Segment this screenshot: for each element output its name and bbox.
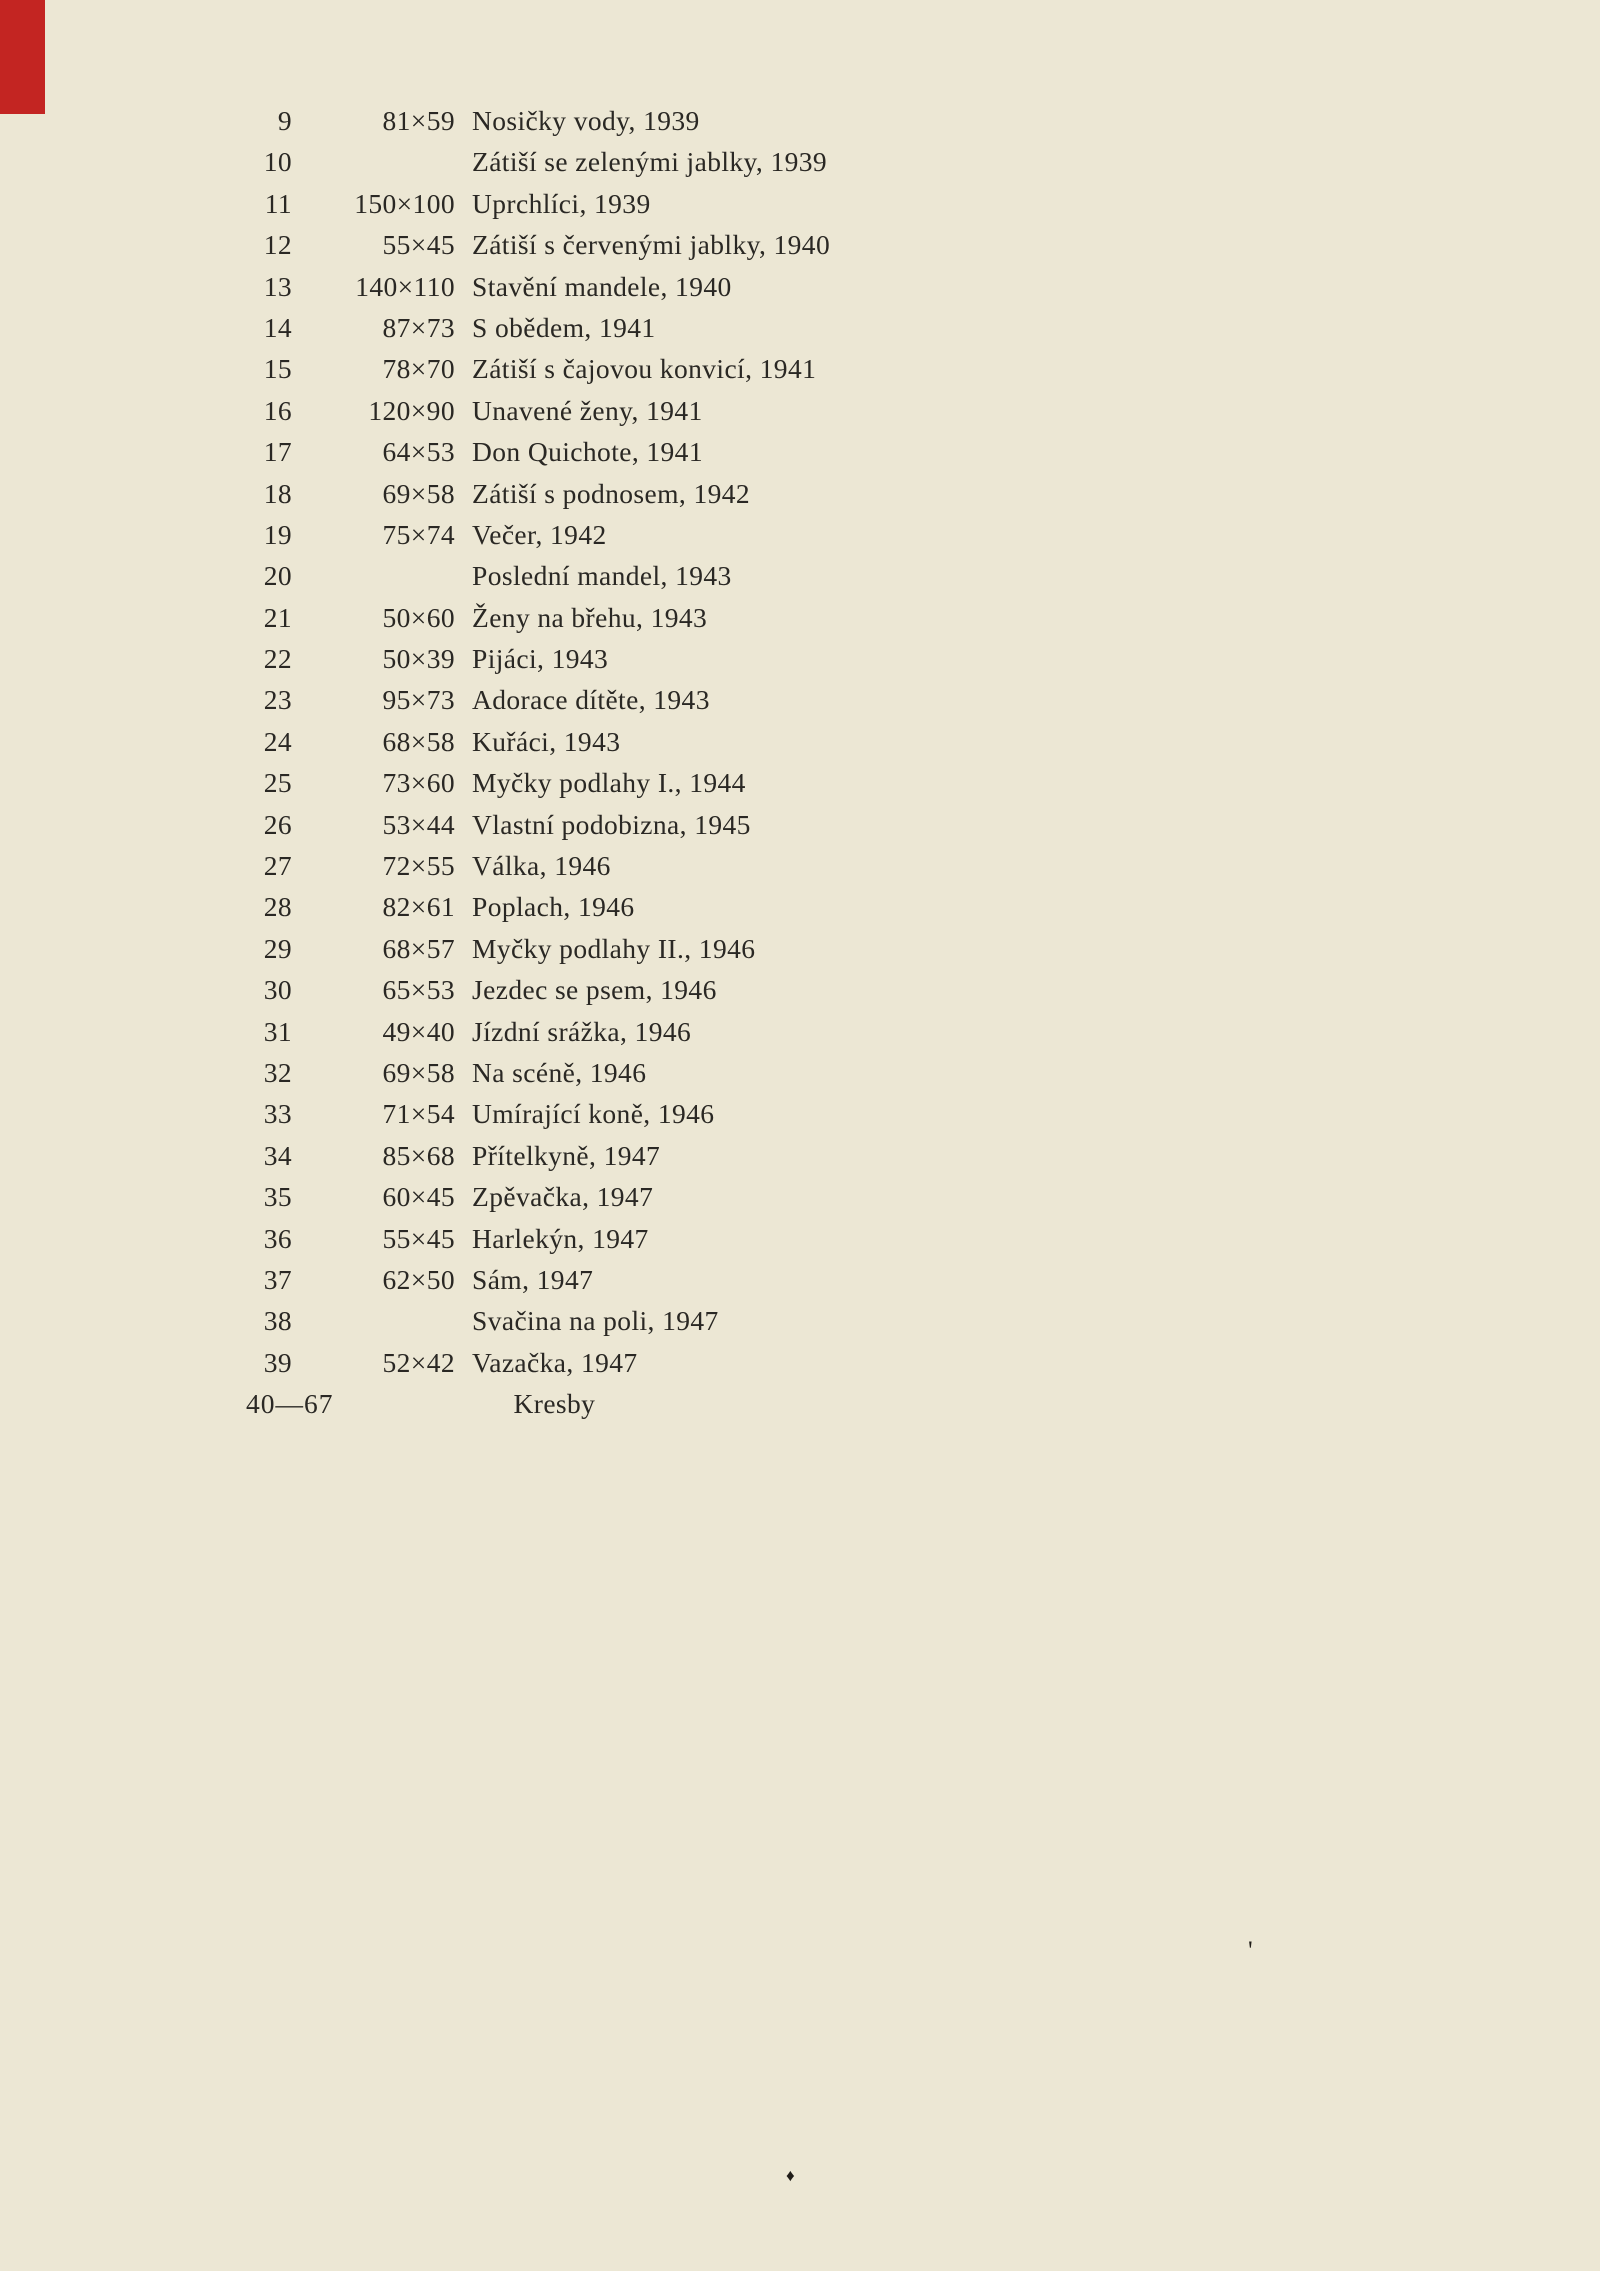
row-number: 19: [263, 518, 292, 550]
row-dimensions: 82×61: [382, 891, 455, 923]
row-number: 25: [263, 767, 292, 799]
row-number: 16: [263, 394, 292, 426]
table-row: [170, 1011, 830, 1052]
row-dimensions: 73×60: [382, 767, 455, 799]
table-row: [170, 348, 830, 389]
row-dimensions: 68×58: [382, 725, 455, 757]
row-dimensions: 55×45: [382, 229, 455, 261]
row-dimensions: [334, 1383, 497, 1424]
table-row: [170, 1052, 830, 1093]
row-title: Nosičky vody, 1939: [472, 105, 700, 136]
row-dimensions: 120×90: [368, 394, 455, 426]
row-title: Jízdní srážka, 1946: [472, 1015, 692, 1047]
row-dimensions: 69×58: [382, 1056, 455, 1088]
row-number: 18: [263, 477, 292, 509]
table-row: [170, 1176, 830, 1217]
row-dimensions: 140×110: [355, 270, 455, 302]
row-number: 23: [263, 684, 292, 716]
row-dimensions: [292, 555, 455, 596]
stray-apostrophe-mark: ': [1248, 1936, 1253, 1965]
table-row: [170, 224, 830, 265]
row-title: Zátiší s podnosem, 1942: [472, 477, 751, 509]
table-row: [170, 845, 830, 886]
table-row: [170, 100, 830, 141]
row-dimensions: 50×60: [382, 601, 455, 633]
row-title: Přítelkyně, 1947: [472, 1139, 661, 1171]
row-number: 27: [263, 850, 292, 882]
row-number: 14: [263, 311, 292, 343]
table-row: [170, 804, 830, 845]
row-title: Myčky podlahy I., 1944: [472, 767, 746, 799]
row-number: 32: [263, 1056, 292, 1088]
row-dimensions: 78×70: [382, 353, 455, 385]
row-number: 34: [263, 1139, 292, 1171]
row-dimensions: 72×55: [382, 850, 455, 882]
row-number: 30: [263, 974, 292, 1006]
row-title: Na scéně, 1946: [472, 1056, 647, 1088]
row-number: 12: [263, 229, 292, 261]
row-title: Jezdec se psem, 1946: [472, 974, 717, 1006]
row-number: 9: [277, 105, 292, 136]
table-row: [170, 928, 830, 969]
row-dimensions: 85×68: [382, 1139, 455, 1171]
table-row: [170, 969, 830, 1010]
row-dimensions: 75×74: [382, 518, 455, 550]
row-title: Unavené ženy, 1941: [472, 394, 703, 426]
row-title: Zátiší s čajovou konvicí, 1941: [472, 353, 817, 385]
row-title: Myčky podlahy II., 1946: [472, 932, 756, 964]
row-dimensions: 64×53: [382, 436, 455, 468]
row-number: 11: [264, 187, 292, 219]
row-title: Pijáci, 1943: [472, 643, 609, 675]
row-title: Sám, 1947: [472, 1263, 594, 1295]
table-row: [170, 390, 830, 431]
row-title: Uprchlíci, 1939: [472, 187, 651, 219]
row-number: 22: [263, 643, 292, 675]
row-number: 33: [263, 1098, 292, 1130]
row-title: Ženy na břehu, 1943: [472, 601, 708, 633]
page-ornament-mark: ♦: [786, 2166, 795, 2185]
row-title: Vazačka, 1947: [472, 1346, 638, 1378]
row-number: 15: [263, 353, 292, 385]
row-dimensions: 49×40: [382, 1015, 455, 1047]
row-dimensions: [292, 141, 455, 182]
row-number: 29: [263, 932, 292, 964]
row-dimensions: 52×42: [382, 1346, 455, 1378]
table-row: [170, 307, 830, 348]
table-row: [170, 638, 830, 679]
row-number: 17: [263, 436, 292, 468]
row-number: 10: [263, 146, 292, 178]
row-dimensions: 87×73: [382, 311, 455, 343]
row-title: Večer, 1942: [472, 518, 607, 550]
row-number: 31: [263, 1015, 292, 1047]
row-number: 36: [263, 1222, 292, 1254]
row-number: 13: [263, 270, 292, 302]
table-row: [170, 473, 830, 514]
table-row: [170, 1135, 830, 1176]
row-dimensions: 81×59: [382, 105, 455, 136]
row-dimensions: 60×45: [382, 1181, 455, 1213]
row-number: 38: [263, 1305, 292, 1337]
table-row: [170, 141, 830, 182]
table-row: [170, 555, 830, 596]
table-row: [170, 1218, 830, 1259]
row-title: Poslední mandel, 1943: [472, 560, 732, 592]
row-title: Zátiší s červenými jablky, 1940: [472, 229, 831, 261]
row-number: 21: [263, 601, 292, 633]
table-row: [170, 762, 830, 803]
row-title: Válka, 1946: [472, 850, 611, 882]
table-row: [170, 183, 830, 224]
row-title: Kresby: [513, 1388, 596, 1420]
table-row: [170, 886, 830, 927]
row-dimensions: 95×73: [382, 684, 455, 716]
row-dimensions: 68×57: [382, 932, 455, 964]
table-row: [170, 597, 830, 638]
row-number: 26: [263, 808, 292, 840]
row-dimensions: 55×45: [382, 1222, 455, 1254]
row-number: 20: [263, 560, 292, 592]
table-row: [170, 431, 830, 472]
row-title: Vlastní podobizna, 1945: [472, 808, 751, 840]
row-number: 40—67: [246, 1388, 334, 1420]
cover-edge-strip: [0, 0, 45, 114]
table-row: [170, 1093, 830, 1134]
row-title: Harlekýn, 1947: [472, 1222, 649, 1254]
row-dimensions: [292, 1300, 455, 1341]
table-row: [170, 679, 830, 720]
row-dimensions: 53×44: [382, 808, 455, 840]
row-title: Zátiší se zelenými jablky, 1939: [472, 146, 828, 178]
row-title: S obědem, 1941: [472, 311, 656, 343]
row-dimensions: 71×54: [382, 1098, 455, 1130]
row-title: Umírající koně, 1946: [472, 1098, 715, 1130]
table-row: [170, 1259, 830, 1300]
row-dimensions: 50×39: [382, 643, 455, 675]
row-dimensions: 62×50: [382, 1263, 455, 1295]
row-title: Don Quichote, 1941: [472, 436, 703, 468]
table-row: [170, 266, 830, 307]
row-title: Poplach, 1946: [472, 891, 635, 923]
row-title: Adorace dítěte, 1943: [472, 684, 710, 716]
row-dimensions: 65×53: [382, 974, 455, 1006]
row-number: 24: [263, 725, 292, 757]
row-number: 28: [263, 891, 292, 923]
table-row: [170, 514, 830, 555]
table-row: [170, 721, 830, 762]
catalog-list: [170, 100, 830, 1425]
row-dimensions: 150×100: [354, 187, 455, 219]
row-number: 37: [263, 1263, 292, 1295]
row-title: Zpěvačka, 1947: [472, 1181, 654, 1213]
table-row: [170, 1342, 830, 1383]
row-title: Svačina na poli, 1947: [472, 1305, 719, 1337]
row-number: 39: [263, 1346, 292, 1378]
row-title: Kuřáci, 1943: [472, 725, 621, 757]
row-number: 35: [263, 1181, 292, 1213]
row-title: Stavění mandele, 1940: [472, 270, 732, 302]
row-dimensions: 69×58: [382, 477, 455, 509]
table-row: [170, 1383, 830, 1424]
table-row: [170, 1300, 830, 1341]
